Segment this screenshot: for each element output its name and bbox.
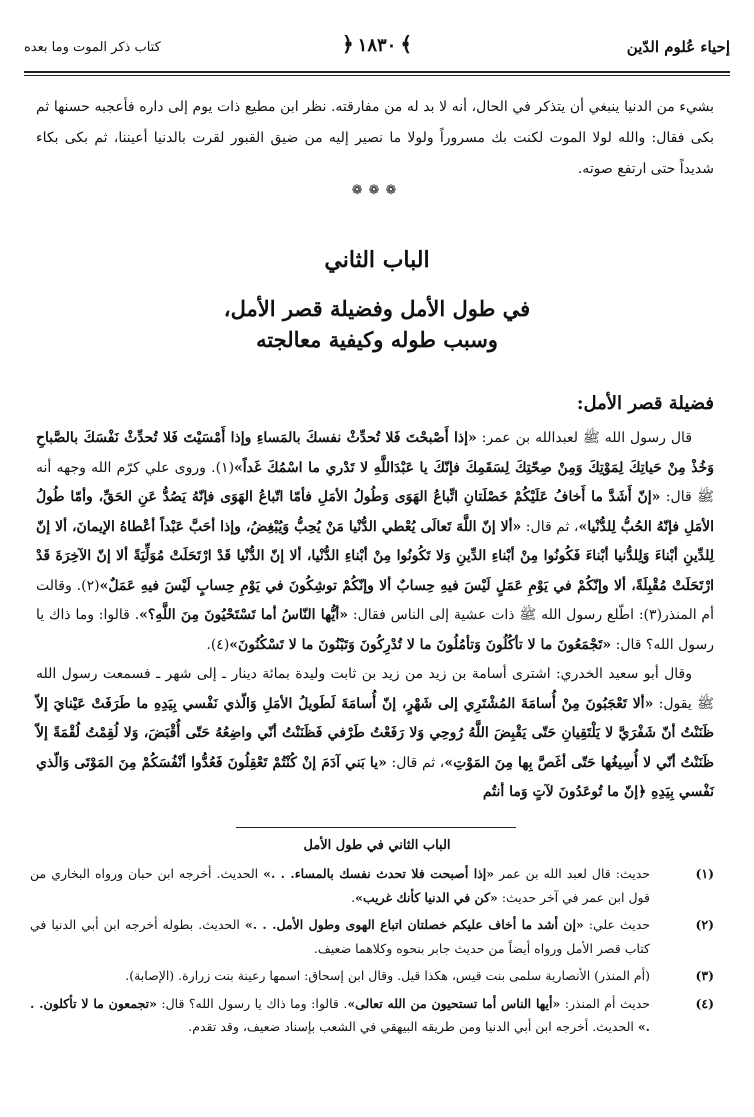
intro-paragraph: بشيء من الدنيا ينبغي أن يتذكر في الحال، أنه لا بد له من مفارقته. نظر ابن مطيع ذات يوم إلى داره فأعجبه حسنها ثم بكى فقال: والله لولا الموت لكنت بك مسروراً ولولا ما نصير إليه من ضيق القبور لقرت بالدنيا أعيننا، ثم بكى بكاء شديداً حتى ارتفع صوته. [36,99,714,177]
ornament-right-icon: ﴿ [341,32,354,56]
footnote [30,964,714,988]
body-text [36,424,714,808]
hadith-quote: «أيُّها النّاسُ أما تَسْتَحْيُونَ مِنَ اللَّهِ؟» [139,607,349,623]
body-text-run: وقال أبو سعيد الخدري: اشترى أسامة بن زيد من زيد بن ثابت وليدة بمائة دينار ـ إلى شهر ـ فسمعت رسول الله ﷺ يقول: [36,666,714,712]
page-number-value: ١٨٣٠ [357,35,397,56]
separator-ornament: ❁❁❁ [351,183,403,198]
body-text-run: ، ثم قال: [386,754,445,771]
section-title-line-2: وسبب طوله وكيفية معالجته [256,327,498,352]
ornament-left-icon: ﴾ [400,32,413,56]
footnote [30,992,714,1039]
footnote-quote: «كن في الدنيا كأنك غريب» [355,889,498,905]
chapter-heading: الباب الثاني [324,247,430,273]
footnote-text: الحديث. أخرجه ابن أبي الدنيا ومن طريقه البيهقي في الشعب بإسناد ضعيف، وقد تقدم. [188,1019,638,1034]
body-text-run: (١). وروى علي كرّم الله وجهه أنه ﷺ قال: [36,459,714,505]
footnote-text: الحديث. أخرجه ابن حبان ورواه البخاري من قول ابن عمر في آخر حديث: [30,866,650,905]
body-paragraph [36,424,714,660]
hadith-quote: «إنّ أَشَدَّ ما أَخافُ عَلَيْكُمْ خَصْلَتانِ اتِّباعُ الهَوَى وَطُولُ الأمَلِ فأمّا اتّباعُ الهَوَى فإنّهُ يَصُدُّ عَنِ الحَقِّ، وأمّا طُولُ الأمَلِ فإنّهُ الحُبُّ لِلدُّنْيا» [36,489,714,535]
footnote-text: . [351,889,356,905]
footnote-rule [236,827,516,828]
header-rule [24,71,730,73]
footnote-number: (٣) [695,968,714,983]
footnote [30,913,714,960]
body-text-run: ، ثم قال: [521,518,579,535]
footnote-quote: «إذا أصبحت فلا تحدث نفسك بالمساء. . .» [263,866,495,881]
footnotes [30,862,714,1043]
footnote-quote: «إن أشد ما أخاف عليكم خصلتان اتباع الهوى وطول الأمل. . .» [244,917,584,932]
footnote-quote: «أيها الناس أما تستحيون من الله تعالى» [347,995,561,1011]
footnote-number: (٢) [695,917,714,932]
book-title: إحياء عُلوم الدّين [626,38,730,56]
hadith-quote: «يا بَني آدَمَ إنْ كُنْتُمْ تَعْقِلُونَ فَعُدُّوا أنْفُسَكُمْ مِنَ المَوْتَى وَالّذي نَفْسي بِيَدِهِ ﴿إنّ ما تُوعَدُونَ لآتٍ وَما أنتُم [36,754,714,800]
footnotes-title: الباب الثاني في طول الأمل [303,838,451,853]
hadith-quote: «تَجْمَعُونَ ما لا تأكُلُونَ وَتأمُلُونَ ما لا تُدْرِكُونَ وَتَبْنُونَ ما لا تَسْكُنُونَ» [229,636,612,653]
footnote-text: . قالوا: وما ذاك يا رسول الله؟ قال: [156,995,348,1011]
body-text-run: قال رسول الله ﷺ لعبدالله بن عمر: [476,430,693,446]
subsection-title: فضيلة قصر الأمل: [576,393,714,414]
hadith-quote: «ألا إنّ اللَّهَ تَعالَى يُعْطي الدُّنْيا مَنْ يُحِبُّ وَيُبْغِضُ، وإذا أحَبَّ عَبْداً أعْطاهُ الإيمانَ، ألا إنّ لِلدِّينِ أبْناءَ وَلِلدُّنيا أبْناءَ فَكُونُوا مِنْ أبْناءِ الدِّينِ وَلا تَكُونُوا مِنْ أبْناءِ الدُّنْيا، ألا إنّ الدُّنْيا قَدْ ارْتَحَلَتْ مُوَلِّيَةً ألا إنّ الآخِرَةَ قَدْ ارْتَحَلَتْ مُقْبِلَةً، ألا وإنّكُمْ في يَوْمِ عَمَلٍ لَيْسَ فيهِ حِسابٌ ألا وإنّكُمْ توشِكُونَ في يَوْمِ حِسابٍ لَيْسَ فيهِ عَمَلٌ» [36,518,714,594]
hadith-quote: «ألا تَعْجَبُونَ مِنْ أُسامَةَ المُشْتَرِي إلى شَهْرٍ، إنّ أُسامَةَ لَطَويلُ الأمَلِ وَالّذي نَفْسي بِيَدِهِ ما طَرَفَتْ عَيْنايَ إلاّ ظَنَنْتُ أنّ شَفْرَيَّ لا يَلْتَقِيانِ حَتّى يَقْبِضَ اللَّهُ رُوحِي وَلا رَفَعْتُ طَرْفي فَظَنَنْتُ أنّي واضِعُهُ حَتّى أُقْبَضَ، وَلا لُقِمْتُ لُقْمَةً إلاّ ظَنَنْتُ أنّي لا أُسِيغُها حَتّى أغَصَّ بِها مِنَ المَوْتِ» [36,695,714,771]
footnote-text: حديث علي: [583,917,650,932]
page-header [24,30,730,66]
footnote-text: الحديث. بطوله أخرجه ابن أبي الدنيا في كتاب قصر الأمل ورواه أيضاً من حديث جابر بنحوه وكلاهما ضعيف. [30,917,650,956]
footnote-text: (أم المنذر) الأنصارية سلمى بنت قيس، هكذا قيل. وقال ابن إسحاق: اسمها رعينة بنت زرارة. (الإصابة). [125,968,650,983]
section-title-line-1: في طول الأمل وفضيلة قصر الأمل، [223,296,531,321]
body-text-run: (٤). [206,636,230,653]
body-text-run: (٢). وقالت أم المنذر(٣): اطّلع رسول الله ﷺ ذات عشية إلى الناس فقال: [36,577,714,623]
running-section-title: كتاب ذكر الموت وما بعده [24,40,161,55]
body-text-run: . قالوا: وما ذاك يا رسول الله؟ قال: [36,607,714,653]
footnote [30,862,714,909]
footnote-quote: «تجمعون ما لا تأكلون. . .» [30,995,650,1034]
footnote-number: (٤) [695,995,714,1011]
footnote-number: (١) [695,866,714,881]
hadith-quote: «إذا أَصْبحْتَ فَلا تُحدِّثْ نفسكَ بالمَساءِ وإذا أَمْسَيْتَ فَلا تُحدِّثْ نَفْسَكَ بالصَّباحِ وَخُذْ مِنْ حَياتِكَ لِمَوْتِكَ وَمِنْ صِحّتِكَ لِسَقَمِكَ فإنّكَ يا عَبْدَاللَّهِ لا تَدْري ما اسْمُكَ غَداً» [36,430,715,476]
footnote-text: حديث أم المنذر: [560,995,650,1011]
body-paragraph [36,660,714,808]
section-title [0,293,754,355]
footnote-text: حديث: قال لعبد الله بن عمر [494,866,650,881]
